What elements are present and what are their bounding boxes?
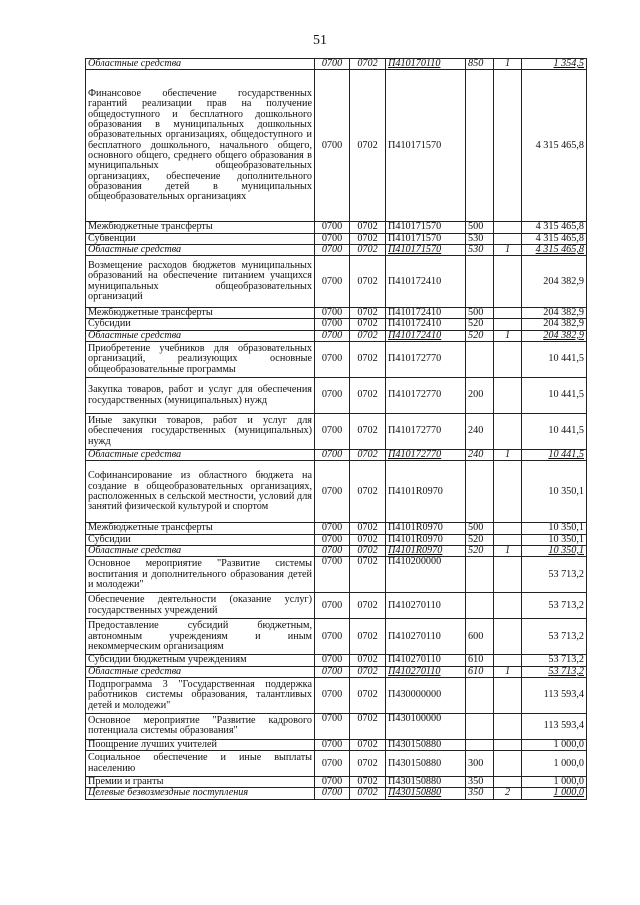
- table-row: [86, 222, 587, 233]
- budget-table-body: [86, 59, 587, 800]
- subsection-code-cell: 0702: [350, 788, 386, 799]
- target-article-cell: П430150880: [386, 777, 466, 788]
- target-article-cell: П410171570: [386, 233, 466, 244]
- source-code-cell: 1: [494, 666, 522, 677]
- target-article-cell: П4101R0970: [386, 461, 466, 523]
- target-article-cell: П410172770: [386, 414, 466, 450]
- section-code-cell: 0700: [315, 70, 350, 222]
- amount-cell: 113 593,4: [522, 713, 587, 739]
- expense-type-cell: 520: [466, 330, 494, 341]
- table-row: [86, 330, 587, 341]
- amount-cell: 10 350,1: [522, 461, 587, 523]
- section-code-cell: 0700: [315, 788, 350, 799]
- subsection-code-cell: 0702: [350, 666, 386, 677]
- section-code-cell: 0700: [315, 545, 350, 556]
- target-article-cell: П4101R0970: [386, 523, 466, 534]
- source-code-cell: [494, 739, 522, 750]
- source-code-cell: 1: [494, 59, 522, 70]
- amount-cell: 1 000,0: [522, 751, 587, 777]
- target-article-cell: П430100000: [386, 713, 466, 739]
- expense-type-cell: 500: [466, 222, 494, 233]
- target-article-cell: П410270110: [386, 666, 466, 677]
- expense-type-cell: 520: [466, 534, 494, 545]
- expense-type-cell: 600: [466, 619, 494, 655]
- subsection-code-cell: 0702: [350, 593, 386, 619]
- row-name-cell: Социальное обеспечение и иные выплаты населению: [86, 751, 315, 777]
- section-code-cell: 0700: [315, 751, 350, 777]
- subsection-code-cell: 0702: [350, 244, 386, 255]
- expense-type-cell: 200: [466, 378, 494, 414]
- row-name-cell: Софинансирование из областного бюджета на создание в общеобразовательных организациях, расположенных в сельской местности, условий для занятий физической культурой и спортом: [86, 461, 315, 523]
- row-name-cell: Закупка товаров, работ и услуг для обеспечения государственных (муниципальных) нужд: [86, 378, 315, 414]
- page-number: 51: [313, 33, 327, 48]
- amount-cell: 1 354,5: [522, 59, 587, 70]
- source-code-cell: [494, 342, 522, 378]
- amount-cell: 4 315 465,8: [522, 222, 587, 233]
- expense-type-cell: 350: [466, 777, 494, 788]
- section-code-cell: 0700: [315, 523, 350, 534]
- row-name-cell: Финансовое обеспечение государственных гарантий реализации прав на получение общедоступного и бесплатного дошкольного образования в муниципальных дошкольных образовательных организациях, общедоступного и бесплатного дошкольного, начального общего, основного общего, среднего общего образования в муниципальных общеобразовательных организациях, обеспечение дополнительного образования детей в муниципальных общеобразовательных организациях: [86, 70, 315, 222]
- section-code-cell: 0700: [315, 342, 350, 378]
- expense-type-cell: 500: [466, 308, 494, 319]
- row-name-cell: Основное мероприятие "Развитие системы воспитания и дополнительного образования детей и молодежи": [86, 557, 315, 593]
- source-code-cell: [494, 534, 522, 545]
- section-code-cell: 0700: [315, 655, 350, 666]
- amount-cell: 53 713,2: [522, 655, 587, 666]
- target-article-cell: П410170110: [386, 59, 466, 70]
- expense-type-cell: 500: [466, 523, 494, 534]
- amount-cell: 10 441,5: [522, 414, 587, 450]
- source-code-cell: [494, 713, 522, 739]
- amount-cell: 10 350,1: [522, 545, 587, 556]
- subsection-code-cell: 0702: [350, 461, 386, 523]
- amount-cell: 10 350,1: [522, 523, 587, 534]
- subsection-code-cell: 0702: [350, 414, 386, 450]
- amount-cell: 10 441,5: [522, 342, 587, 378]
- table-row: [86, 777, 587, 788]
- source-code-cell: [494, 557, 522, 593]
- subsection-code-cell: 0702: [350, 619, 386, 655]
- target-article-cell: П410172410: [386, 330, 466, 341]
- section-code-cell: 0700: [315, 256, 350, 308]
- table-row: [86, 244, 587, 255]
- subsection-code-cell: 0702: [350, 378, 386, 414]
- expense-type-cell: [466, 677, 494, 713]
- source-code-cell: 1: [494, 330, 522, 341]
- row-name-cell: Межбюджетные трансферты: [86, 308, 315, 319]
- table-row: [86, 378, 587, 414]
- section-code-cell: 0700: [315, 414, 350, 450]
- row-name-cell: Субвенции: [86, 233, 315, 244]
- section-code-cell: 0700: [315, 450, 350, 461]
- amount-cell: 10 350,1: [522, 534, 587, 545]
- row-name-cell: Областные средства: [86, 450, 315, 461]
- target-article-cell: П410270110: [386, 619, 466, 655]
- target-article-cell: П410172410: [386, 308, 466, 319]
- table-row: [86, 534, 587, 545]
- source-code-cell: [494, 677, 522, 713]
- target-article-cell: П430000000: [386, 677, 466, 713]
- section-code-cell: 0700: [315, 677, 350, 713]
- table-row: [86, 751, 587, 777]
- section-code-cell: 0700: [315, 319, 350, 330]
- table-row: [86, 70, 587, 222]
- row-name-cell: Иные закупки товаров, работ и услуг для обеспечения государственных (муниципальных) нужд: [86, 414, 315, 450]
- amount-cell: 1 000,0: [522, 788, 587, 799]
- source-code-cell: [494, 777, 522, 788]
- source-code-cell: [494, 70, 522, 222]
- table-row: [86, 256, 587, 308]
- row-name-cell: Возмещение расходов бюджетов муниципальных образований на обеспечение питанием учащихся муниципальных общеобразовательных организаций: [86, 256, 315, 308]
- table-row: [86, 713, 587, 739]
- target-article-cell: П4101R0970: [386, 545, 466, 556]
- section-code-cell: 0700: [315, 739, 350, 750]
- target-article-cell: П430150880: [386, 751, 466, 777]
- table-row: [86, 677, 587, 713]
- amount-cell: 10 441,5: [522, 450, 587, 461]
- subsection-code-cell: 0702: [350, 330, 386, 341]
- amount-cell: 53 713,2: [522, 593, 587, 619]
- row-name-cell: Областные средства: [86, 666, 315, 677]
- amount-cell: 204 382,9: [522, 256, 587, 308]
- table-row: [86, 788, 587, 799]
- subsection-code-cell: 0702: [350, 342, 386, 378]
- subsection-code-cell: 0702: [350, 450, 386, 461]
- target-article-cell: П430150880: [386, 739, 466, 750]
- row-name-cell: Субсидии: [86, 319, 315, 330]
- table-row: [86, 523, 587, 534]
- expense-type-cell: 520: [466, 319, 494, 330]
- target-article-cell: П4101R0970: [386, 534, 466, 545]
- target-article-cell: П410200000: [386, 557, 466, 593]
- amount-cell: 1 000,0: [522, 739, 587, 750]
- expense-type-cell: 610: [466, 655, 494, 666]
- expense-type-cell: 300: [466, 751, 494, 777]
- source-code-cell: [494, 593, 522, 619]
- table-row: [86, 545, 587, 556]
- section-code-cell: 0700: [315, 222, 350, 233]
- source-code-cell: [494, 222, 522, 233]
- expense-type-cell: 520: [466, 545, 494, 556]
- target-article-cell: П410172410: [386, 319, 466, 330]
- target-article-cell: П410171570: [386, 244, 466, 255]
- table-row: [86, 59, 587, 70]
- expense-type-cell: 530: [466, 233, 494, 244]
- subsection-code-cell: 0702: [350, 557, 386, 593]
- table-row: [86, 450, 587, 461]
- subsection-code-cell: 0702: [350, 319, 386, 330]
- amount-cell: 113 593,4: [522, 677, 587, 713]
- section-code-cell: 0700: [315, 461, 350, 523]
- row-name-cell: Межбюджетные трансферты: [86, 523, 315, 534]
- source-code-cell: 1: [494, 244, 522, 255]
- subsection-code-cell: 0702: [350, 534, 386, 545]
- expense-type-cell: [466, 557, 494, 593]
- target-article-cell: П430150880: [386, 788, 466, 799]
- subsection-code-cell: 0702: [350, 545, 386, 556]
- row-name-cell: Предоставление субсидий бюджетным, автономным учреждениям и иным некоммерческим организациям: [86, 619, 315, 655]
- section-code-cell: 0700: [315, 233, 350, 244]
- subsection-code-cell: 0702: [350, 308, 386, 319]
- table-row: [86, 308, 587, 319]
- section-code-cell: 0700: [315, 59, 350, 70]
- row-name-cell: Областные средства: [86, 330, 315, 341]
- amount-cell: 204 382,9: [522, 308, 587, 319]
- source-code-cell: [494, 461, 522, 523]
- expense-type-cell: 530: [466, 244, 494, 255]
- target-article-cell: П410172770: [386, 450, 466, 461]
- source-code-cell: 1: [494, 450, 522, 461]
- subsection-code-cell: 0702: [350, 713, 386, 739]
- section-code-cell: 0700: [315, 619, 350, 655]
- section-code-cell: 0700: [315, 666, 350, 677]
- source-code-cell: [494, 751, 522, 777]
- subsection-code-cell: 0702: [350, 59, 386, 70]
- expense-type-cell: 610: [466, 666, 494, 677]
- source-code-cell: [494, 523, 522, 534]
- expense-type-cell: 850: [466, 59, 494, 70]
- row-name-cell: Обеспечение деятельности (оказание услуг) государственных учреждений: [86, 593, 315, 619]
- subsection-code-cell: 0702: [350, 777, 386, 788]
- amount-cell: 204 382,9: [522, 319, 587, 330]
- table-row: [86, 319, 587, 330]
- section-code-cell: 0700: [315, 713, 350, 739]
- target-article-cell: П410270110: [386, 593, 466, 619]
- subsection-code-cell: 0702: [350, 523, 386, 534]
- expense-type-cell: 240: [466, 450, 494, 461]
- source-code-cell: [494, 655, 522, 666]
- subsection-code-cell: 0702: [350, 739, 386, 750]
- table-row: [86, 342, 587, 378]
- source-code-cell: [494, 319, 522, 330]
- row-name-cell: Подпрограмма 3 "Государственная поддержка работников системы образования, талантливых детей и молодежи": [86, 677, 315, 713]
- amount-cell: 1 000,0: [522, 777, 587, 788]
- target-article-cell: П410171570: [386, 222, 466, 233]
- row-name-cell: Областные средства: [86, 545, 315, 556]
- section-code-cell: 0700: [315, 330, 350, 341]
- row-name-cell: Приобретение учебников для образовательных организаций, реализующих основные общеобразовательные программы: [86, 342, 315, 378]
- expense-type-cell: [466, 593, 494, 619]
- expense-type-cell: 240: [466, 414, 494, 450]
- row-name-cell: Субсидии: [86, 534, 315, 545]
- section-code-cell: 0700: [315, 534, 350, 545]
- source-code-cell: [494, 256, 522, 308]
- row-name-cell: Межбюджетные трансферты: [86, 222, 315, 233]
- subsection-code-cell: 0702: [350, 655, 386, 666]
- amount-cell: 4 315 465,8: [522, 244, 587, 255]
- row-name-cell: Субсидии бюджетным учреждениям: [86, 655, 315, 666]
- subsection-code-cell: 0702: [350, 70, 386, 222]
- source-code-cell: 1: [494, 545, 522, 556]
- table-row: [86, 739, 587, 750]
- target-article-cell: П410172770: [386, 342, 466, 378]
- subsection-code-cell: 0702: [350, 751, 386, 777]
- target-article-cell: П410172410: [386, 256, 466, 308]
- amount-cell: 4 315 465,8: [522, 233, 587, 244]
- expense-type-cell: [466, 713, 494, 739]
- table-row: [86, 461, 587, 523]
- section-code-cell: 0700: [315, 593, 350, 619]
- expense-type-cell: [466, 342, 494, 378]
- row-name-cell: Областные средства: [86, 244, 315, 255]
- section-code-cell: 0700: [315, 378, 350, 414]
- table-row: [86, 619, 587, 655]
- expense-type-cell: [466, 70, 494, 222]
- subsection-code-cell: 0702: [350, 233, 386, 244]
- source-code-cell: [494, 619, 522, 655]
- table-row: [86, 233, 587, 244]
- expense-type-cell: 350: [466, 788, 494, 799]
- subsection-code-cell: 0702: [350, 256, 386, 308]
- source-code-cell: [494, 233, 522, 244]
- source-code-cell: 2: [494, 788, 522, 799]
- target-article-cell: П410171570: [386, 70, 466, 222]
- table-row: [86, 414, 587, 450]
- budget-table: [85, 58, 587, 800]
- source-code-cell: [494, 414, 522, 450]
- row-name-cell: Целевые безвозмездные поступления: [86, 788, 315, 799]
- expense-type-cell: [466, 256, 494, 308]
- amount-cell: 4 315 465,8: [522, 70, 587, 222]
- section-code-cell: 0700: [315, 308, 350, 319]
- subsection-code-cell: 0702: [350, 677, 386, 713]
- expense-type-cell: [466, 461, 494, 523]
- section-code-cell: 0700: [315, 777, 350, 788]
- table-row: [86, 593, 587, 619]
- table-row: [86, 666, 587, 677]
- section-code-cell: 0700: [315, 244, 350, 255]
- section-code-cell: 0700: [315, 557, 350, 593]
- expense-type-cell: [466, 739, 494, 750]
- amount-cell: 53 713,2: [522, 666, 587, 677]
- amount-cell: 10 441,5: [522, 378, 587, 414]
- row-name-cell: Основное мероприятие "Развитие кадрового потенциала системы образования": [86, 713, 315, 739]
- row-name-cell: Поощрение лучших учителей: [86, 739, 315, 750]
- row-name-cell: Премии и гранты: [86, 777, 315, 788]
- source-code-cell: [494, 378, 522, 414]
- table-row: [86, 557, 587, 593]
- row-name-cell: Областные средства: [86, 59, 315, 70]
- amount-cell: 204 382,9: [522, 330, 587, 341]
- target-article-cell: П410270110: [386, 655, 466, 666]
- amount-cell: 53 713,2: [522, 557, 587, 593]
- source-code-cell: [494, 308, 522, 319]
- target-article-cell: П410172770: [386, 378, 466, 414]
- amount-cell: 53 713,2: [522, 619, 587, 655]
- table-row: [86, 655, 587, 666]
- subsection-code-cell: 0702: [350, 222, 386, 233]
